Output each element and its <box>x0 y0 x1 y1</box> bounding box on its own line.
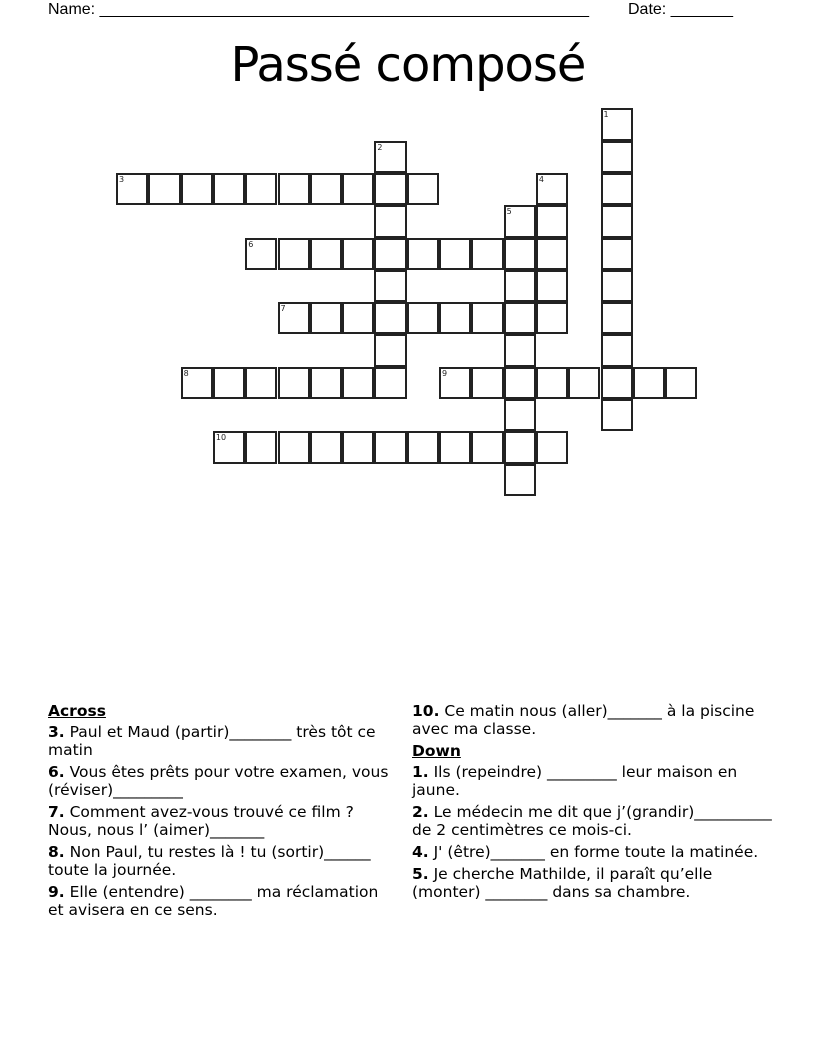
crossword-cell[interactable] <box>471 431 503 463</box>
crossword-cell[interactable] <box>278 367 310 399</box>
clue-number: 10. <box>412 702 440 720</box>
crossword-cell[interactable] <box>601 205 633 237</box>
crossword-cell[interactable] <box>116 173 148 205</box>
crossword-cell[interactable] <box>601 367 633 399</box>
crossword-cell[interactable] <box>278 173 310 205</box>
crossword-cell[interactable] <box>633 367 665 399</box>
crossword-cell[interactable] <box>601 334 633 366</box>
crossword-cell[interactable] <box>601 173 633 205</box>
cell-number: 8 <box>183 368 189 378</box>
down-heading: Down <box>412 742 461 760</box>
cell-number: 3 <box>119 174 125 184</box>
crossword-cell[interactable] <box>213 173 245 205</box>
crossword-cell[interactable] <box>504 334 536 366</box>
crossword-cell[interactable] <box>439 367 471 399</box>
cell-number: 7 <box>280 304 286 314</box>
crossword-cell[interactable] <box>504 431 536 463</box>
clue-number: 2. <box>412 803 429 821</box>
clue-down-5 <box>412 865 772 901</box>
clue-text: Non Paul, tu restes là ! tu (sortir)______ toute la journée. <box>48 843 371 879</box>
crossword-cell[interactable] <box>504 205 536 237</box>
cell-number: 9 <box>442 368 448 378</box>
clue-text: Je cherche Mathilde, il paraît qu’elle (monter) ________ dans sa chambre. <box>412 865 713 901</box>
crossword-cell[interactable] <box>601 108 633 140</box>
cell-number: 5 <box>506 207 512 217</box>
crossword-cell[interactable] <box>601 238 633 270</box>
crossword-cell[interactable] <box>374 173 406 205</box>
clue-number: 7. <box>48 803 65 821</box>
crossword-cell[interactable] <box>310 431 342 463</box>
crossword-cell[interactable] <box>504 270 536 302</box>
clue-number: 4. <box>412 843 429 861</box>
crossword-cell[interactable] <box>213 431 245 463</box>
clue-down-4 <box>412 843 772 861</box>
crossword-cell[interactable] <box>342 367 374 399</box>
crossword-cell[interactable] <box>536 270 568 302</box>
cell-number: 1 <box>603 110 609 120</box>
crossword-cell[interactable] <box>278 302 310 334</box>
crossword-cell[interactable] <box>504 367 536 399</box>
clues-column-left <box>48 702 393 923</box>
crossword-cell[interactable] <box>536 238 568 270</box>
clue-number: 1. <box>412 763 429 781</box>
clue-text: Ils (repeindre) _________ leur maison en jaune. <box>412 763 738 799</box>
crossword-cell[interactable] <box>310 238 342 270</box>
clue-text: Ce matin nous (aller)_______ à la piscine avec ma classe. <box>412 702 755 738</box>
crossword-cell[interactable] <box>471 302 503 334</box>
crossword-cell[interactable] <box>374 141 406 173</box>
crossword-cell[interactable] <box>245 173 277 205</box>
clue-across-8 <box>48 843 393 879</box>
clue-down-2 <box>412 803 772 839</box>
page-title: Passé composé <box>230 37 586 93</box>
header <box>48 0 733 20</box>
crossword-cell[interactable] <box>374 270 406 302</box>
crossword-cell[interactable] <box>536 431 568 463</box>
crossword-cell[interactable] <box>181 367 213 399</box>
crossword-cell[interactable] <box>439 431 471 463</box>
crossword-cell[interactable] <box>310 367 342 399</box>
clue-number: 5. <box>412 865 429 883</box>
clue-number: 8. <box>48 843 65 861</box>
crossword-cell[interactable] <box>568 367 600 399</box>
crossword-cell[interactable] <box>407 173 439 205</box>
crossword-cell[interactable] <box>245 238 277 270</box>
clue-text: J' (être)_______ en forme toute la matinée. <box>428 843 759 861</box>
clue-across-9 <box>48 883 393 919</box>
crossword-cell[interactable] <box>407 238 439 270</box>
crossword-cell[interactable] <box>601 141 633 173</box>
crossword-cell[interactable] <box>278 238 310 270</box>
crossword-cell[interactable] <box>536 173 568 205</box>
crossword-cell[interactable] <box>374 302 406 334</box>
cell-number: 10 <box>215 433 227 443</box>
crossword-cell[interactable] <box>407 431 439 463</box>
cell-number: 2 <box>377 142 383 152</box>
clue-across-3 <box>48 723 393 759</box>
crossword-cell[interactable] <box>536 205 568 237</box>
crossword-cell[interactable] <box>245 367 277 399</box>
crossword-cell[interactable] <box>665 367 697 399</box>
crossword-cell[interactable] <box>374 367 406 399</box>
crossword-cell[interactable] <box>342 431 374 463</box>
crossword-cell[interactable] <box>439 302 471 334</box>
clue-text: Elle (entendre) ________ ma réclamation et avisera en ce sens. <box>48 883 379 919</box>
clue-number: 3. <box>48 723 65 741</box>
crossword-cell[interactable] <box>278 431 310 463</box>
crossword-cell[interactable] <box>536 367 568 399</box>
crossword-cell[interactable] <box>148 173 180 205</box>
clues-column-right <box>412 702 772 905</box>
crossword-cell[interactable] <box>439 238 471 270</box>
crossword-cell[interactable] <box>374 334 406 366</box>
crossword-cell[interactable] <box>536 302 568 334</box>
crossword-cell[interactable] <box>374 431 406 463</box>
crossword-cell[interactable] <box>504 302 536 334</box>
crossword-cell[interactable] <box>504 464 536 496</box>
crossword-cell[interactable] <box>601 270 633 302</box>
clue-text: Vous êtes prêts pour votre examen, vous (réviser)_________ <box>48 763 389 799</box>
across-heading: Across <box>48 702 106 720</box>
crossword-cell[interactable] <box>310 302 342 334</box>
clue-text: Paul et Maud (partir)________ très tôt ce matin <box>48 723 376 759</box>
clue-across-6 <box>48 763 393 799</box>
crossword-cell[interactable] <box>374 205 406 237</box>
clue-number: 6. <box>48 763 65 781</box>
crossword-cell[interactable] <box>213 367 245 399</box>
crossword-cell[interactable] <box>374 238 406 270</box>
crossword-cell[interactable] <box>342 238 374 270</box>
clue-across-10 <box>412 702 772 738</box>
crossword-cell[interactable] <box>181 173 213 205</box>
cell-number: 4 <box>538 174 544 184</box>
crossword-cell[interactable] <box>245 431 277 463</box>
crossword-cell[interactable] <box>407 302 439 334</box>
crossword-cell[interactable] <box>471 238 503 270</box>
clue-down-1 <box>412 763 772 799</box>
crossword-grid <box>117 109 699 499</box>
clue-across-7 <box>48 803 393 839</box>
crossword-cell[interactable] <box>504 238 536 270</box>
crossword-cell[interactable] <box>504 399 536 431</box>
clue-number: 9. <box>48 883 65 901</box>
date-field[interactable]: Date: _______ <box>628 1 733 18</box>
clue-text: Comment avez-vous trouvé ce film ? Nous, nous l’ (aimer)_______ <box>48 803 354 839</box>
cell-number: 6 <box>248 239 254 249</box>
crossword-cell[interactable] <box>471 367 503 399</box>
crossword-cell[interactable] <box>601 302 633 334</box>
crossword-cell[interactable] <box>342 302 374 334</box>
crossword-cell[interactable] <box>310 173 342 205</box>
crossword-cell[interactable] <box>601 399 633 431</box>
crossword-cell[interactable] <box>342 173 374 205</box>
name-field[interactable]: Name: _______________________________________________________ <box>48 1 589 18</box>
clue-text: Le médecin me dit que j’(grandir)__________ de 2 centimètres ce mois-ci. <box>412 803 772 839</box>
